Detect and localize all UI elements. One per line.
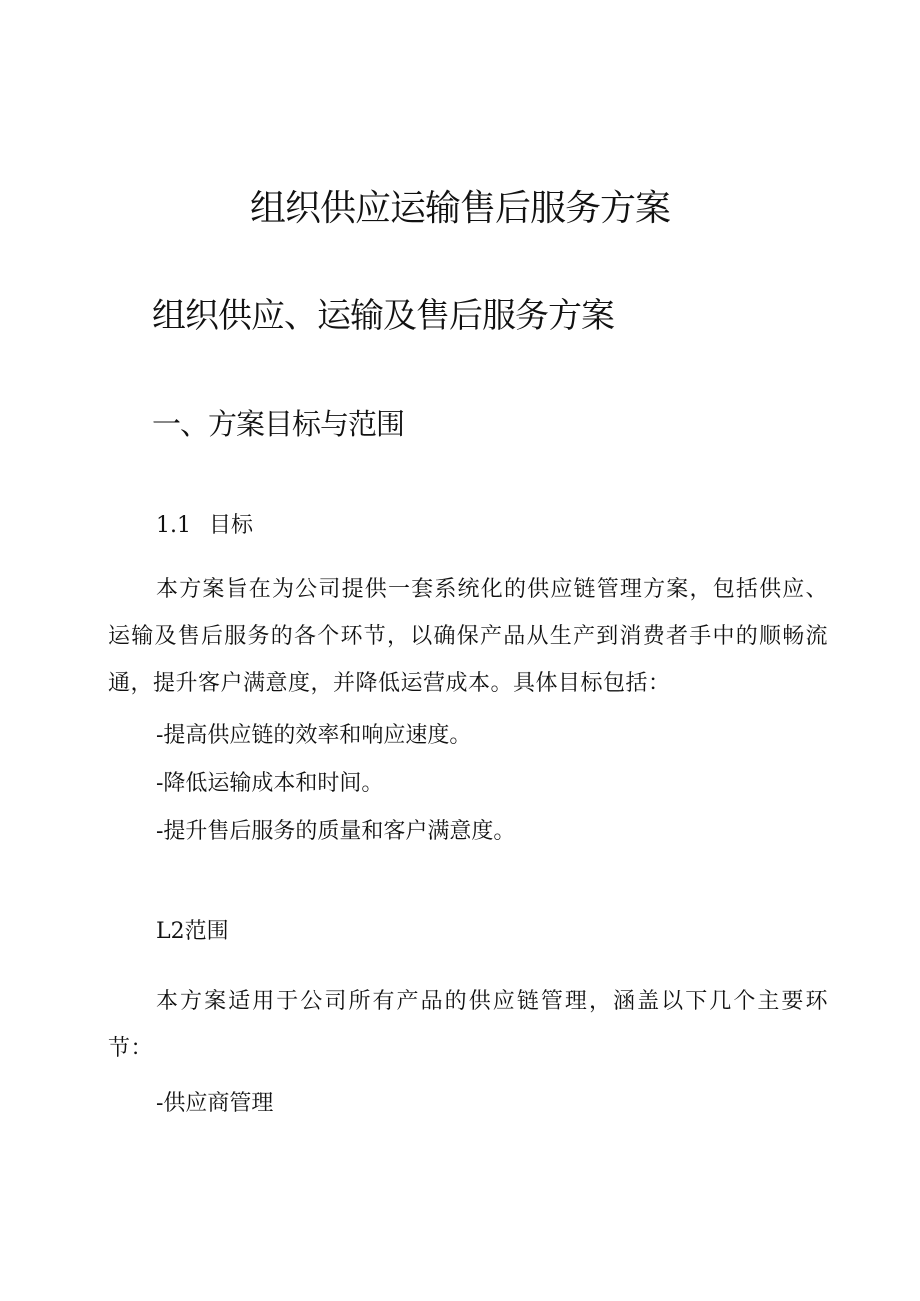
- list-item: -供应商管理: [156, 1091, 274, 1116]
- list-item: -提高供应链的效率和响应速度。: [156, 723, 472, 748]
- subsection-heading-1-2: L2范围: [156, 919, 229, 944]
- document-title: 组织供应运输售后服务方案: [249, 188, 670, 229]
- section-heading-1: 一、方案目标与范围: [152, 407, 405, 441]
- document-subtitle: 组织供应、运输及售后服务方案: [152, 296, 614, 336]
- paragraph-scope: 本方案适用于公司所有产品的供应链管理，涵盖以下几个主要环节：: [108, 989, 828, 1061]
- subsection-heading-1-1: [156, 508, 253, 539]
- list-item: -提升售后服务的质量和客户满意度。: [156, 819, 516, 844]
- subsection-title: 目标: [209, 513, 254, 538]
- subsection-number: 1.1: [156, 513, 191, 538]
- paragraph-goals: 本方案旨在为公司提供一套系统化的供应链管理方案，包括供应、运输及售后服务的各个环节，以确保产品从生产到消费者手中的顺畅流通，提升客户满意度，并降低运营成本。具体目标包括：: [108, 577, 828, 696]
- list-item: -降低运输成本和时间。: [156, 771, 384, 796]
